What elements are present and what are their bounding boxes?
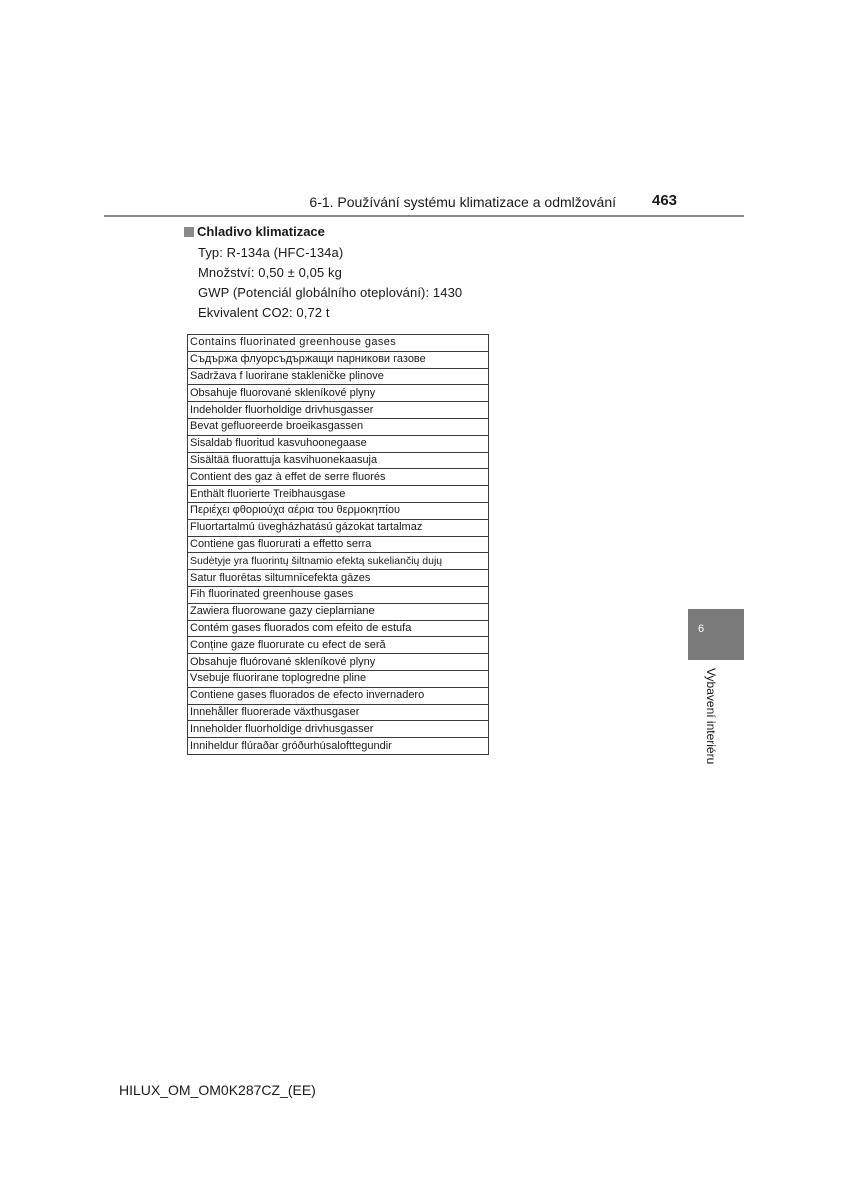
table-cell: Conține gaze fluorurate cu efect de seră (188, 637, 489, 654)
table-row (188, 351, 489, 368)
spec-co2-equivalent: Ekvivalent CO2: 0,72 t (198, 305, 330, 320)
section-heading-text: Chladivo klimatizace (197, 224, 325, 239)
table-cell: Sadržava f luorirane stakleničke plinove (188, 368, 489, 385)
table-row (188, 335, 489, 352)
table-row (188, 502, 489, 519)
table-cell: Contiene gas fluorurati a effetto serra (188, 536, 489, 553)
table-cell: Bevat gefluoreerde broeikasgassen (188, 418, 489, 435)
fluorinated-gases-table (187, 334, 489, 755)
table-cell: Enthält fluorierte Treibhausgase (188, 486, 489, 503)
page-number: 463 (652, 192, 678, 209)
table-row (188, 385, 489, 402)
table-row (188, 553, 489, 570)
spec-quantity: Množství: 0,50 ± 0,05 kg (198, 265, 342, 280)
table-cell: Fluortartalmú üvegházhatású gázokat tartalmaz (188, 519, 489, 536)
table-row (188, 519, 489, 536)
spec-type: Typ: R-134a (HFC-134a) (198, 245, 344, 260)
table-cell: Innehåller fluorerade växthusgaser (188, 704, 489, 721)
table-row (188, 687, 489, 704)
table-row (188, 536, 489, 553)
table-row (188, 418, 489, 435)
table-row (188, 637, 489, 654)
table-row (188, 586, 489, 603)
table-cell: Sudėtyje yra fluorintų šiltnamio efektą sukeliančių dujų (188, 553, 489, 570)
header-divider (104, 215, 744, 217)
section-heading (184, 224, 325, 239)
chapter-label: Vybavení interiéru (704, 668, 718, 765)
table-row (188, 620, 489, 637)
table-row (188, 721, 489, 738)
table-row (188, 435, 489, 452)
table-cell: Fih fluorinated greenhouse gases (188, 586, 489, 603)
table-row (188, 452, 489, 469)
table-cell: Contiene gases fluorados de efecto invernadero (188, 687, 489, 704)
table-cell: Съдържа флуорсъдържащи парникови газове (188, 351, 489, 368)
table-cell: Sisältää fluorattuja kasvihuonekaasuja (188, 452, 489, 469)
table-cell: Contém gases fluorados com efeito de estufa (188, 620, 489, 637)
table-row (188, 570, 489, 587)
table-cell: Obsahuje fluorované skleníkové plyny (188, 385, 489, 402)
table-row (188, 402, 489, 419)
chapter-number: 6 (698, 623, 705, 635)
table-cell: Obsahuje fluórované skleníkové plyny (188, 654, 489, 671)
square-bullet-icon (184, 227, 194, 237)
table-row (188, 738, 489, 755)
footer-document-code: HILUX_OM_OM0K287CZ_(EE) (119, 1082, 316, 1098)
table-cell: Contains fluorinated greenhouse gases (188, 335, 489, 352)
table-row (188, 654, 489, 671)
table-cell: Contient des gaz à effet de serre fluorés (188, 469, 489, 486)
table-row (188, 704, 489, 721)
table-row (188, 486, 489, 503)
table-cell: Sisaldab fluoritud kasvuhoonegaase (188, 435, 489, 452)
spec-gwp: GWP (Potenciál globálního oteplování): 1430 (198, 285, 463, 300)
table-cell: Indeholder fluorholdige drivhusgasser (188, 402, 489, 419)
table-cell: Περιέχει φθοριούχα αέρια του θερμοκηπίου (188, 502, 489, 519)
table-row (188, 603, 489, 620)
table-cell: Zawiera fluorowane gazy cieplarniane (188, 603, 489, 620)
table-cell: Satur fluorētas siltumnīcefekta gāzes (188, 570, 489, 587)
table-cell: Inniheldur flúraðar gróðurhúsalofttegundir (188, 738, 489, 755)
refrigerant-spec-list (198, 243, 462, 323)
chapter-tab (688, 609, 744, 660)
table-row (188, 670, 489, 687)
table-cell: Inneholder fluorholdige drivhusgasser (188, 721, 489, 738)
table-row (188, 368, 489, 385)
table-cell: Vsebuje fluorirane toplogredne pline (188, 670, 489, 687)
section-header-title: 6-1. Používání systému klimatizace a odmlžování (309, 194, 616, 210)
table-row (188, 469, 489, 486)
